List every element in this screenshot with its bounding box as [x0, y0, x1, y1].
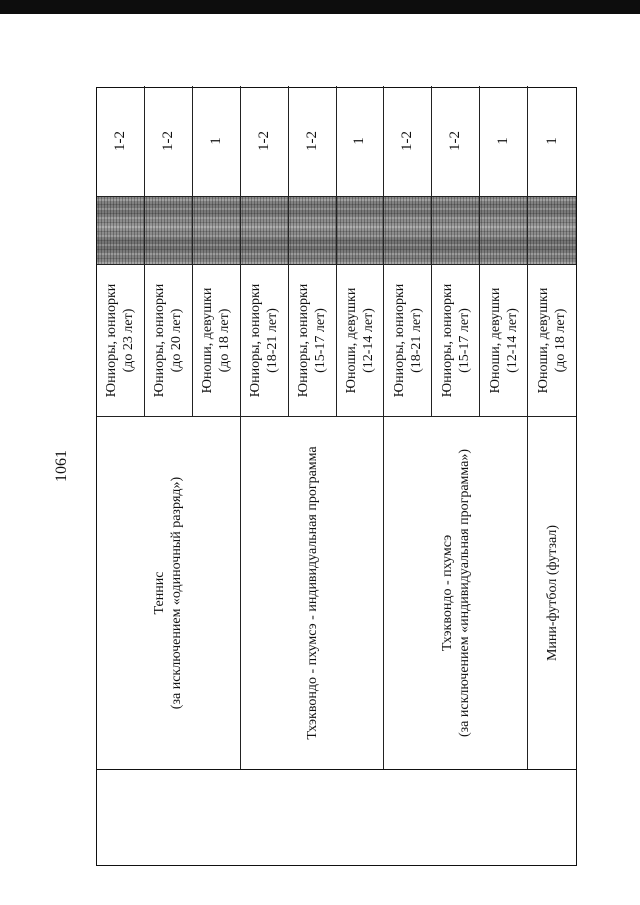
sport-name: Тхэквондо - пхумсэ	[439, 534, 455, 652]
age-group-label: Юниоры, юниорки	[296, 283, 312, 398]
illegible-cell	[337, 196, 385, 264]
age-group-label: Юноши, девушки	[536, 287, 552, 394]
age-group-label: Юниоры, юниорки	[152, 283, 168, 398]
age-group-cell	[97, 264, 145, 416]
age-group-cell	[289, 264, 337, 416]
age-group-label: Юниоры, юниорки	[104, 283, 120, 398]
age-group-label: Юноши, девушки	[343, 287, 359, 394]
illegible-cell	[480, 196, 528, 264]
illegible-cell	[289, 196, 337, 264]
age-group-cell	[480, 264, 528, 416]
sport-name: Мини-футбол (футзал)	[544, 524, 560, 662]
age-range: (до 18 лет)	[217, 308, 233, 373]
age-group-label: Юноши, девушки	[200, 287, 216, 394]
sport-cell-taekwondo-individual	[241, 416, 385, 769]
age-group-cell	[241, 264, 289, 416]
scan-top-border	[0, 0, 640, 14]
illegible-cell	[193, 196, 241, 264]
illegible-cell	[145, 196, 193, 264]
empty-column-cell	[97, 769, 576, 865]
illegible-cell	[97, 196, 145, 264]
age-group-label: Юниоры, юниорки	[248, 283, 264, 398]
age-group-cell	[432, 264, 480, 416]
sport-name: Теннис	[152, 571, 168, 615]
rank-cell: 1	[193, 86, 241, 196]
age-group-label: Юниоры, юниорки	[439, 283, 455, 398]
rank-cell: 1	[337, 86, 385, 196]
sport-cell-taekwondo-poomsae	[384, 416, 528, 769]
rank-cell: 1-2	[384, 86, 432, 196]
illegible-cell	[432, 196, 480, 264]
sport-cell-tennis	[97, 416, 241, 769]
illegible-cell	[241, 196, 289, 264]
age-range: (18-21 лет)	[265, 308, 281, 373]
age-group-cell	[337, 264, 385, 416]
age-group-label: Юниоры, юниорки	[391, 283, 407, 398]
age-group-cell	[145, 264, 193, 416]
age-range: (15-17 лет)	[313, 308, 329, 373]
rank-cell: 1-2	[145, 86, 193, 196]
age-range: (до 18 лет)	[553, 308, 569, 373]
age-range: (12-14 лет)	[360, 308, 376, 373]
rank-cell: 1-2	[241, 86, 289, 196]
age-range: (до 20 лет)	[169, 308, 185, 373]
age-group-cell	[528, 264, 576, 416]
sport-cell-futsal	[528, 416, 576, 769]
rank-cell: 1-2	[97, 86, 145, 196]
age-range: (18-21 лет)	[408, 308, 424, 373]
age-group-cell	[384, 264, 432, 416]
age-group-label: Юноши, девушки	[487, 287, 503, 394]
sport-note: (за исключением «индивидуальная программа»)	[456, 448, 472, 738]
age-range: (12-14 лет)	[504, 308, 520, 373]
rank-cell: 1	[543, 137, 560, 145]
illegible-cell	[384, 196, 432, 264]
rank-cell: 1-2	[289, 86, 337, 196]
sports-table	[96, 87, 577, 866]
sport-note: (за исключением «одиночный разряд»)	[169, 476, 185, 710]
age-range: (до 23 лет)	[121, 308, 137, 373]
table-container	[96, 87, 577, 866]
sport-name: Тхэквондо - пхумсэ - индивидуальная программа	[304, 446, 320, 740]
age-group-cell	[193, 264, 241, 416]
age-range: (15-17 лет)	[456, 308, 472, 373]
illegible-cell	[528, 196, 576, 264]
rank-cell: 1-2	[432, 86, 480, 196]
rank-cell: 1	[480, 86, 528, 196]
page-number: 1061	[53, 450, 70, 482]
